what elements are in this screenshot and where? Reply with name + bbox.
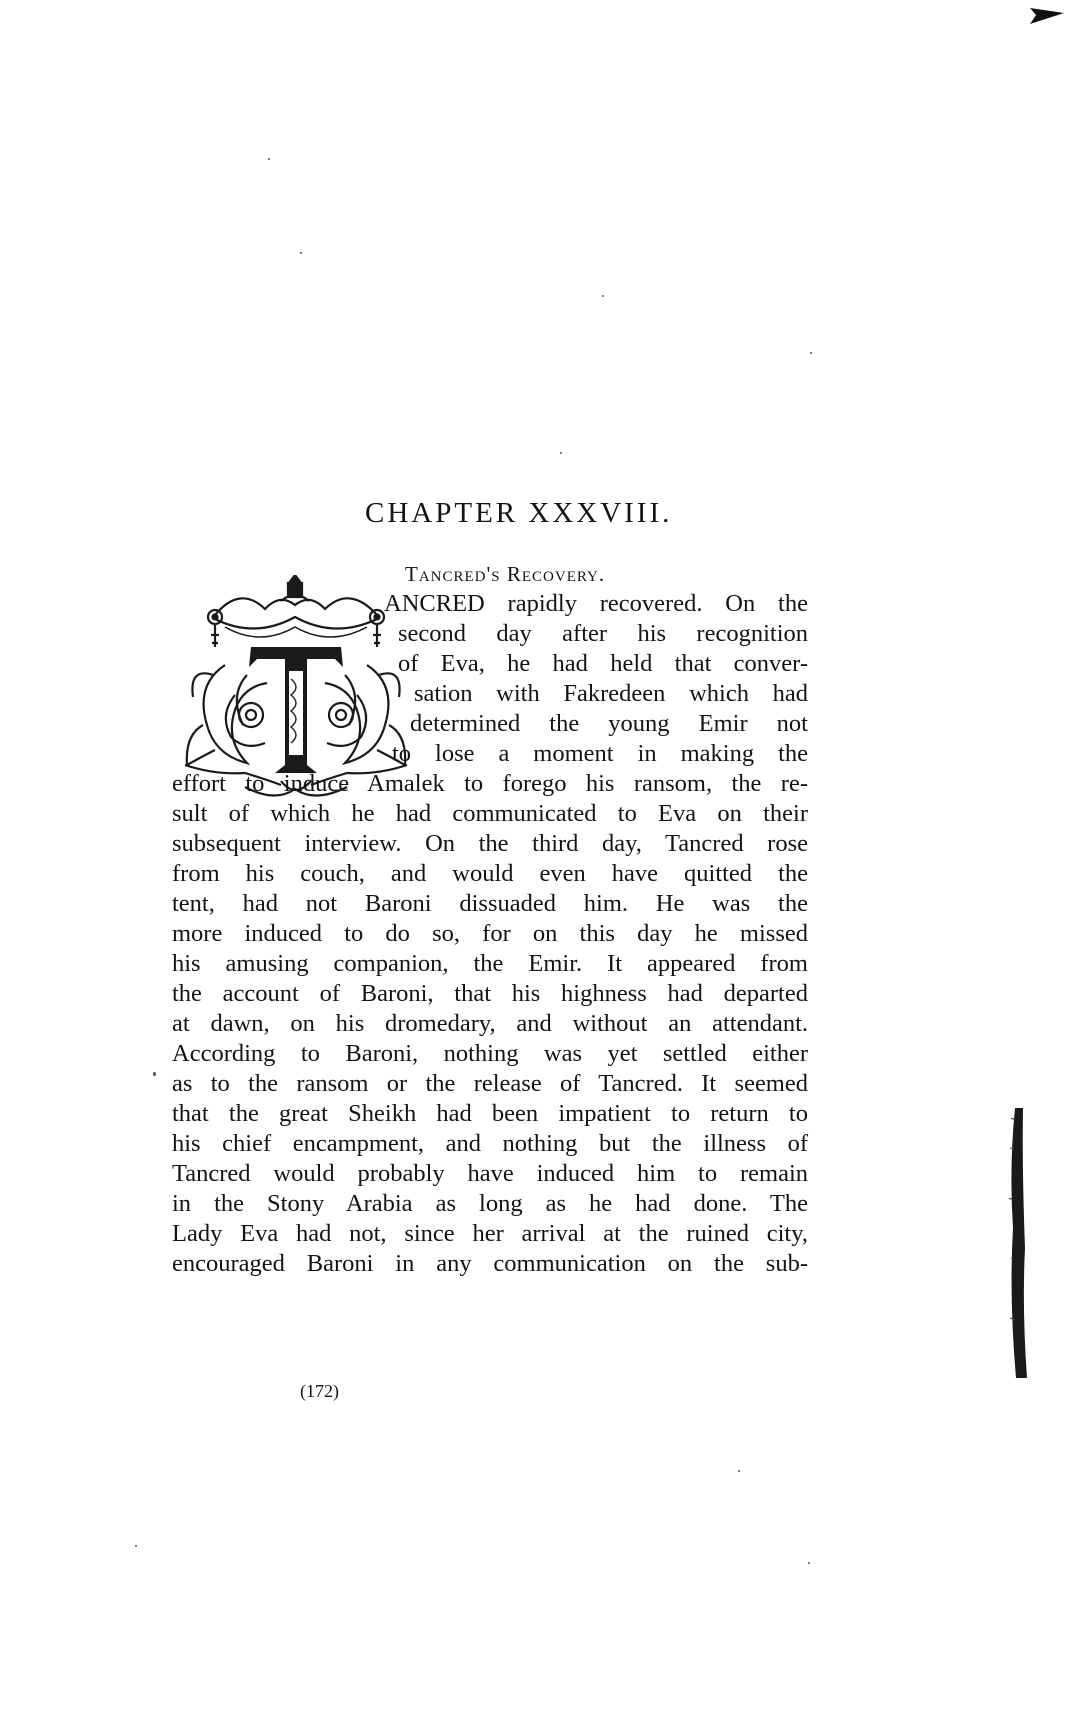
speck xyxy=(810,352,812,354)
speck xyxy=(808,1562,810,1564)
body-line: as to the ransom or the release of Tancred. It seemed xyxy=(172,1070,808,1097)
body-line: more induced to do so, for on this day he missed xyxy=(172,920,808,947)
body-line: his chief encampment, and nothing but the illness of xyxy=(172,1130,808,1157)
body-line: of Eva, he had held that conver- xyxy=(398,650,808,677)
chapter-heading: CHAPTER XXXVIII. xyxy=(365,497,673,529)
body-line: encouraged Baroni in any communication on the sub- xyxy=(172,1250,808,1277)
body-line: subsequent interview. On the third day, Tancred rose xyxy=(172,830,808,857)
speck xyxy=(153,1072,156,1076)
body-line: ANCRED rapidly recovered. On the xyxy=(384,590,808,617)
body-line: effort to induce Amalek to forego his ransom, the re- xyxy=(172,770,808,797)
body-line: tent, had not Baroni dissuaded him. He was the xyxy=(172,890,808,917)
body-line: to lose a moment in making the xyxy=(392,740,808,767)
speck xyxy=(268,158,270,160)
speck xyxy=(560,452,562,454)
body-line: the account of Baroni, that his highness had departed xyxy=(172,980,808,1007)
speck xyxy=(738,1470,740,1472)
body-line: from his couch, and would even have quitted the xyxy=(172,860,808,887)
body-line: sult of which he had communicated to Eva on their xyxy=(172,800,808,827)
body-line: sation with Fakredeen which had xyxy=(414,680,808,707)
corner-arrow-mark xyxy=(1030,8,1064,24)
body-line: that the great Sheikh had been impatient to return to xyxy=(172,1100,808,1127)
body-line: his amusing companion, the Emir. It appeared from xyxy=(172,950,808,977)
body-line: in the Stony Arabia as long as he had done. The xyxy=(172,1190,808,1217)
speck xyxy=(602,295,604,297)
chapter-subtitle: Tancred's Recovery. xyxy=(405,562,606,586)
body-line: second day after his recognition xyxy=(398,620,808,647)
page-number: (172) xyxy=(300,1381,339,1401)
body-line: Tancred would probably have induced him to remain xyxy=(172,1160,808,1187)
body-line: According to Baroni, nothing was yet settled either xyxy=(172,1040,808,1067)
body-line: determined the young Emir not xyxy=(410,710,808,737)
speck xyxy=(300,252,302,254)
body-line: Lady Eva had not, since her arrival at the ruined city, xyxy=(172,1220,808,1247)
page-edge-shadow xyxy=(1007,1108,1031,1378)
speck xyxy=(135,1545,137,1547)
body-line: at dawn, on his dromedary, and without an attendant. xyxy=(172,1010,808,1037)
